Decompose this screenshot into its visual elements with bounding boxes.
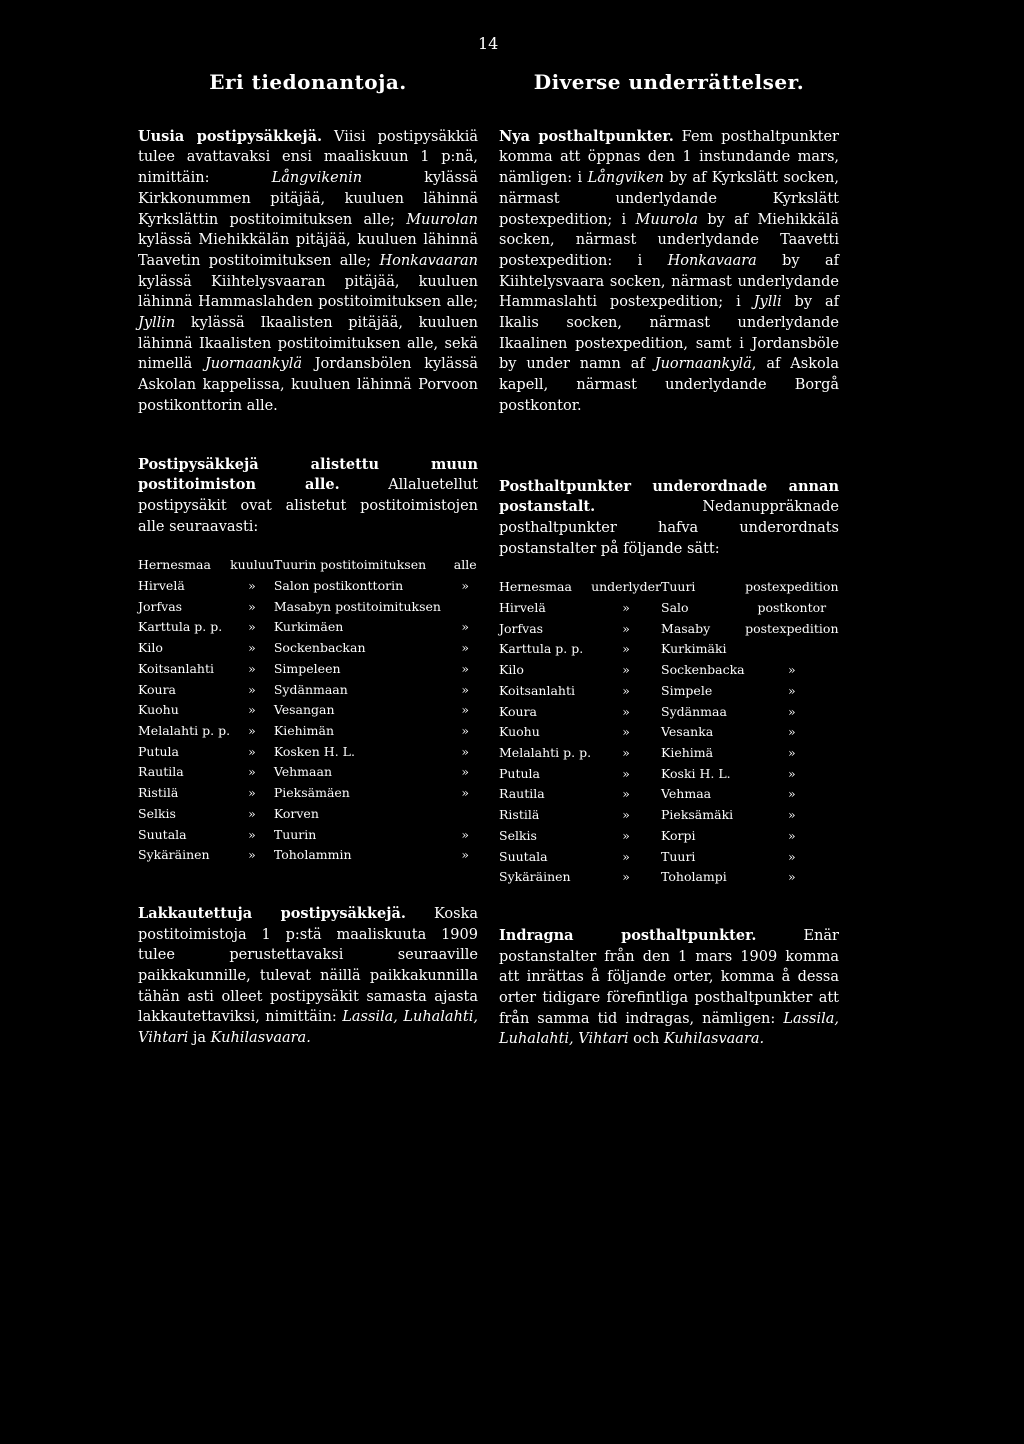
parent-office: Tuuri xyxy=(661,848,696,864)
relation-word: » xyxy=(622,724,630,740)
finnish-title: Eri tiedonantoja. xyxy=(209,70,407,94)
table-row xyxy=(499,826,839,847)
parent-office: Tuuri xyxy=(661,579,696,595)
parent-office: Sockenbackan xyxy=(273,640,366,656)
parent-office: Salon postikonttorin xyxy=(273,578,404,594)
relation-word: kuuluu xyxy=(230,557,274,573)
swedish-new-stops: Nya posthaltpunkter. Fem posthaltpunkter komma att öppnas den 1 instundande mars, nämligen: i Långviken by af Kyrkslätt socken, närmast underlydande Kyrkslätt postexpedition; i Muurola by af Miehikkälä socken, närmast underlydande Taavetti postexpedition: i Honkavaara by af Kiihtelysvaara socken, närmast underlydande Hammaslahti postexpedition; i Jylli by af Ikalis socken, närmast underlydande Ikaalinen postexpedition, samt i Jordansböle by under namn af Juornaankylä, af Askola kapell, närmast underlydande Borgå postkontor. xyxy=(499,127,839,414)
parent-office: Vesangan xyxy=(273,702,335,718)
post-stop-name: Suutala xyxy=(499,848,548,864)
place-name: Muurola xyxy=(635,211,698,228)
relation-word: » xyxy=(248,640,256,656)
relation-word: » xyxy=(622,807,630,823)
office-suffix: » xyxy=(461,619,469,635)
relation-word: » xyxy=(248,847,256,863)
finnish-subordination-table xyxy=(138,555,478,866)
post-stop-name: Ristilä xyxy=(138,785,179,801)
relation-word: » xyxy=(248,805,256,821)
table-row xyxy=(499,847,839,868)
parent-office: Toholammin xyxy=(273,847,352,863)
parent-office: Tuurin postitoimituksen xyxy=(273,557,427,573)
swedish-closed-stops: Indragna posthaltpunkter. Enär postanstalter från den 1 mars 1909 komma att inrättas å följande orter, komma å dessa orter tidigare förefintliga posthaltpunkter att från samma tid indragas, nämligen: Lassila, Luhalahti, Vihtari och Kuhilasvaara. xyxy=(499,926,839,1048)
parent-office: Pieksämäen xyxy=(273,785,350,801)
post-stop-name: Koura xyxy=(138,681,177,697)
office-suffix: » xyxy=(787,848,796,864)
office-suffix: » xyxy=(787,662,796,678)
table-row xyxy=(499,681,839,702)
parent-office: Tuurin xyxy=(273,826,317,842)
table-row xyxy=(499,577,839,598)
post-stop-name: Kuohu xyxy=(138,702,179,718)
post-stop-name: Hirvelä xyxy=(138,578,185,594)
office-suffix: » xyxy=(461,660,469,676)
table-row xyxy=(499,702,839,723)
relation-word: » xyxy=(622,620,630,636)
table-row xyxy=(138,742,478,763)
swedish-column xyxy=(499,0,839,1050)
parent-office: Masaby xyxy=(661,620,711,636)
table-row xyxy=(499,639,839,660)
post-stop-name: Hernesmaa xyxy=(499,579,572,595)
relation-word: » xyxy=(248,722,256,738)
parent-office: Simpeleen xyxy=(273,660,341,676)
office-suffix: » xyxy=(787,703,796,719)
relation-word: » xyxy=(248,681,256,697)
section-heading: Uusia postipysäkkejä. xyxy=(138,127,323,145)
post-stop-name: Karttula p. p. xyxy=(499,641,584,657)
table-row xyxy=(499,598,839,619)
section-heading: Posthaltpunkter underordnade annan postanstalt. xyxy=(499,477,839,516)
relation-word: » xyxy=(622,703,630,719)
office-suffix: » xyxy=(787,724,796,740)
table-row xyxy=(499,764,839,785)
place-name: Kuhilasvaara. xyxy=(210,1030,311,1047)
post-stop-name: Koitsanlahti xyxy=(499,682,575,698)
table-row xyxy=(138,845,478,866)
place-name: Juornaankylä xyxy=(204,356,302,373)
place-name: Kuhilasvaara. xyxy=(663,1031,765,1048)
post-stop-name: Selkis xyxy=(138,805,176,821)
post-stop-name: Melalahti p. p. xyxy=(499,744,592,760)
table-row xyxy=(138,576,478,597)
relation-word: » xyxy=(248,764,256,780)
post-stop-name: Putula xyxy=(499,765,540,781)
parent-office: Kurkimäen xyxy=(273,619,344,635)
table-row xyxy=(138,638,478,659)
office-suffix: postkontor xyxy=(757,600,827,616)
relation-word: » xyxy=(622,682,630,698)
office-suffix: postexpedition xyxy=(745,620,839,636)
place-name: Lassila, Luhalahti, Vihtari xyxy=(499,1010,839,1048)
office-suffix: » xyxy=(461,743,469,759)
office-suffix: » xyxy=(461,640,469,656)
table-row xyxy=(138,762,478,783)
relation-word: » xyxy=(622,848,630,864)
post-stop-name: Rautila xyxy=(499,786,545,802)
office-suffix: » xyxy=(787,744,796,760)
post-stop-name: Kilo xyxy=(138,640,163,656)
table-row xyxy=(138,597,478,618)
table-row xyxy=(499,660,839,681)
parent-office: Salo xyxy=(661,600,689,616)
relation-word: » xyxy=(622,744,630,760)
parent-office: Kosken H. L. xyxy=(273,743,355,759)
relation-word: » xyxy=(248,619,256,635)
relation-word: » xyxy=(248,598,256,614)
post-stop-name: Hirvelä xyxy=(499,600,546,616)
table-row xyxy=(138,555,478,576)
section-heading: Lakkautettuja postipysäkkejä. xyxy=(138,904,406,922)
office-suffix: » xyxy=(461,578,469,594)
relation-word: » xyxy=(248,578,256,594)
finnish-new-stops: Uusia postipysäkkejä. Viisi postipysäkkiä tulee avattavaksi ensi maaliskuun 1 p:nä, nimittäin: Långvikenin kylässä Kirkkonummen pitäjää, kuuluen lähinnä Kyrkslättin postitoimituksen alle; Muurolan kylässä Miehikkälän pitäjää, kuuluen lähinnä Taavetin postitoimituksen alle; Honkavaaran kylässä Kiihtelysvaaran pitäjää, kuuluen lähinnä Hammaslahden postitoimituksen alle; Jyllin kylässä Ikaalisten pitäjää, kuuluen lähinnä Ikaalisten postitoimituksen alle, sekä nimellä Juornaankylä Jordansbölen kylässä Askolan kappelissa, kuuluen lähinnä Porvoon postikonttorin alle. xyxy=(138,127,478,414)
post-stop-name: Suutala xyxy=(138,826,187,842)
table-row xyxy=(499,619,839,640)
relation-word: » xyxy=(622,827,630,843)
office-suffix: postexpedition xyxy=(745,579,839,595)
page-number: 14 xyxy=(478,34,499,53)
swedish-subordination-table xyxy=(499,577,839,888)
table-row xyxy=(499,805,839,826)
relation-word: » xyxy=(248,743,256,759)
table-row xyxy=(138,783,478,804)
parent-office: Sydänmaa xyxy=(661,703,727,719)
parent-office: Kiehimän xyxy=(273,722,334,738)
table-row xyxy=(138,700,478,721)
post-stop-name: Melalahti p. p. xyxy=(138,722,231,738)
post-stop-name: Koura xyxy=(499,703,538,719)
office-suffix: » xyxy=(461,764,469,780)
office-suffix: » xyxy=(461,702,469,718)
parent-office: Vehmaa xyxy=(661,786,712,802)
post-stop-name: Sykäräinen xyxy=(138,847,210,863)
relation-word: » xyxy=(622,662,630,678)
post-stop-name: Koitsanlahti xyxy=(138,660,214,676)
post-stop-name: Hernesmaa xyxy=(138,557,211,573)
table-row xyxy=(499,784,839,805)
place-name: Jyllin xyxy=(138,315,176,332)
post-stop-name: Jorfvas xyxy=(499,620,544,636)
post-stop-name: Ristilä xyxy=(499,807,540,823)
office-suffix: » xyxy=(461,722,469,738)
finnish-column xyxy=(138,0,478,1049)
post-stop-name: Sykäräinen xyxy=(499,869,571,885)
post-stop-name: Karttula p. p. xyxy=(138,619,223,635)
section-heading: Nya posthaltpunkter. xyxy=(499,127,674,145)
place-name: Honkavaaran xyxy=(379,252,478,269)
table-row xyxy=(499,867,839,888)
relation-word: » xyxy=(622,641,630,657)
relation-word: » xyxy=(248,702,256,718)
office-suffix: » xyxy=(787,682,796,698)
place-name: Juornaankylä xyxy=(654,356,752,373)
relation-word: » xyxy=(248,785,256,801)
office-suffix xyxy=(452,804,478,825)
post-stop-name: Kuohu xyxy=(499,724,540,740)
table-row xyxy=(499,743,839,764)
post-stop-name: Putula xyxy=(138,743,179,759)
place-name: Lassila, Luhalahti, Vihtari xyxy=(138,1009,478,1047)
place-name: Honkavaara xyxy=(667,252,757,269)
relation-word: » xyxy=(248,826,256,842)
parent-office: Simpele xyxy=(661,682,713,698)
parent-office: Sockenbacka xyxy=(661,662,745,678)
relation-word: underlyder xyxy=(591,579,661,595)
place-name: Muurolan xyxy=(406,211,478,228)
post-stop-name: Selkis xyxy=(499,827,537,843)
post-stop-name: Kilo xyxy=(499,662,524,678)
parent-office: Korven xyxy=(273,805,319,821)
place-name: Jylli xyxy=(753,294,782,311)
office-suffix: » xyxy=(787,869,796,885)
office-suffix: » xyxy=(461,785,469,801)
parent-office: Kurkimäki xyxy=(661,641,727,657)
parent-office: Koski H. L. xyxy=(661,765,731,781)
parent-office: Kiehimä xyxy=(661,744,714,760)
office-suffix: » xyxy=(787,807,796,823)
parent-office: Vehmaan xyxy=(273,764,332,780)
finnish-subordination-intro: Postipysäkkejä alistettu muun postitoimiston alle. Allaluetellut postipysäkit ovat alistetut postitoimistojen alle seuraavasti: xyxy=(138,455,478,535)
relation-word: » xyxy=(248,660,256,676)
office-suffix: » xyxy=(461,826,469,842)
relation-word: » xyxy=(622,765,630,781)
table-row xyxy=(138,680,478,701)
table-row xyxy=(138,825,478,846)
office-suffix xyxy=(452,597,478,618)
table-row xyxy=(138,617,478,638)
relation-word: » xyxy=(622,869,630,885)
section-heading: Postipysäkkejä alistettu muun postitoimiston alle. xyxy=(138,455,478,494)
section-heading: Indragna posthaltpunkter. xyxy=(499,926,757,944)
parent-office: Masabyn postitoimituksen xyxy=(273,598,441,614)
table-row xyxy=(138,804,478,825)
office-suffix: » xyxy=(787,786,796,802)
swedish-title: Diverse underrättelser. xyxy=(533,70,805,94)
place-name: Långvikenin xyxy=(271,170,363,187)
office-suffix: » xyxy=(461,847,469,863)
relation-word: » xyxy=(622,786,630,802)
finnish-closed-stops: Lakkautettuja postipysäkkejä. Koska postitoimistoja 1 p:stä maaliskuuta 1909 tulee perustettavaksi seuraaville paikkakunnille, tulevat näillä paikkakunnilla tähän asti olleet postipysäkit samasta ajasta lakkautettaviksi, nimittäin: Lassila, Luhalahti, Vihtari ja Kuhilasvaara. xyxy=(138,904,479,1047)
swedish-subordination-intro: Posthaltpunkter underordnade annan postanstalt. Nedanuppräknade posthaltpunkter hafva underordnats postanstalter på följande sätt: xyxy=(499,477,839,557)
parent-office: Vesanka xyxy=(661,724,714,740)
relation-word: » xyxy=(622,600,630,616)
office-suffix: alle xyxy=(453,557,477,573)
table-row xyxy=(499,722,839,743)
office-suffix: » xyxy=(787,827,796,843)
table-row xyxy=(138,721,478,742)
post-stop-name: Jorfvas xyxy=(138,598,183,614)
office-suffix: » xyxy=(461,681,469,697)
parent-office: Korpi xyxy=(661,827,696,843)
office-suffix xyxy=(745,639,839,660)
office-suffix: » xyxy=(787,765,796,781)
place-name: Långviken xyxy=(587,170,665,187)
post-stop-name: Rautila xyxy=(138,764,184,780)
table-row xyxy=(138,659,478,680)
parent-office: Toholampi xyxy=(661,869,727,885)
parent-office: Sydänmaan xyxy=(273,681,348,697)
parent-office: Pieksämäki xyxy=(661,807,734,823)
